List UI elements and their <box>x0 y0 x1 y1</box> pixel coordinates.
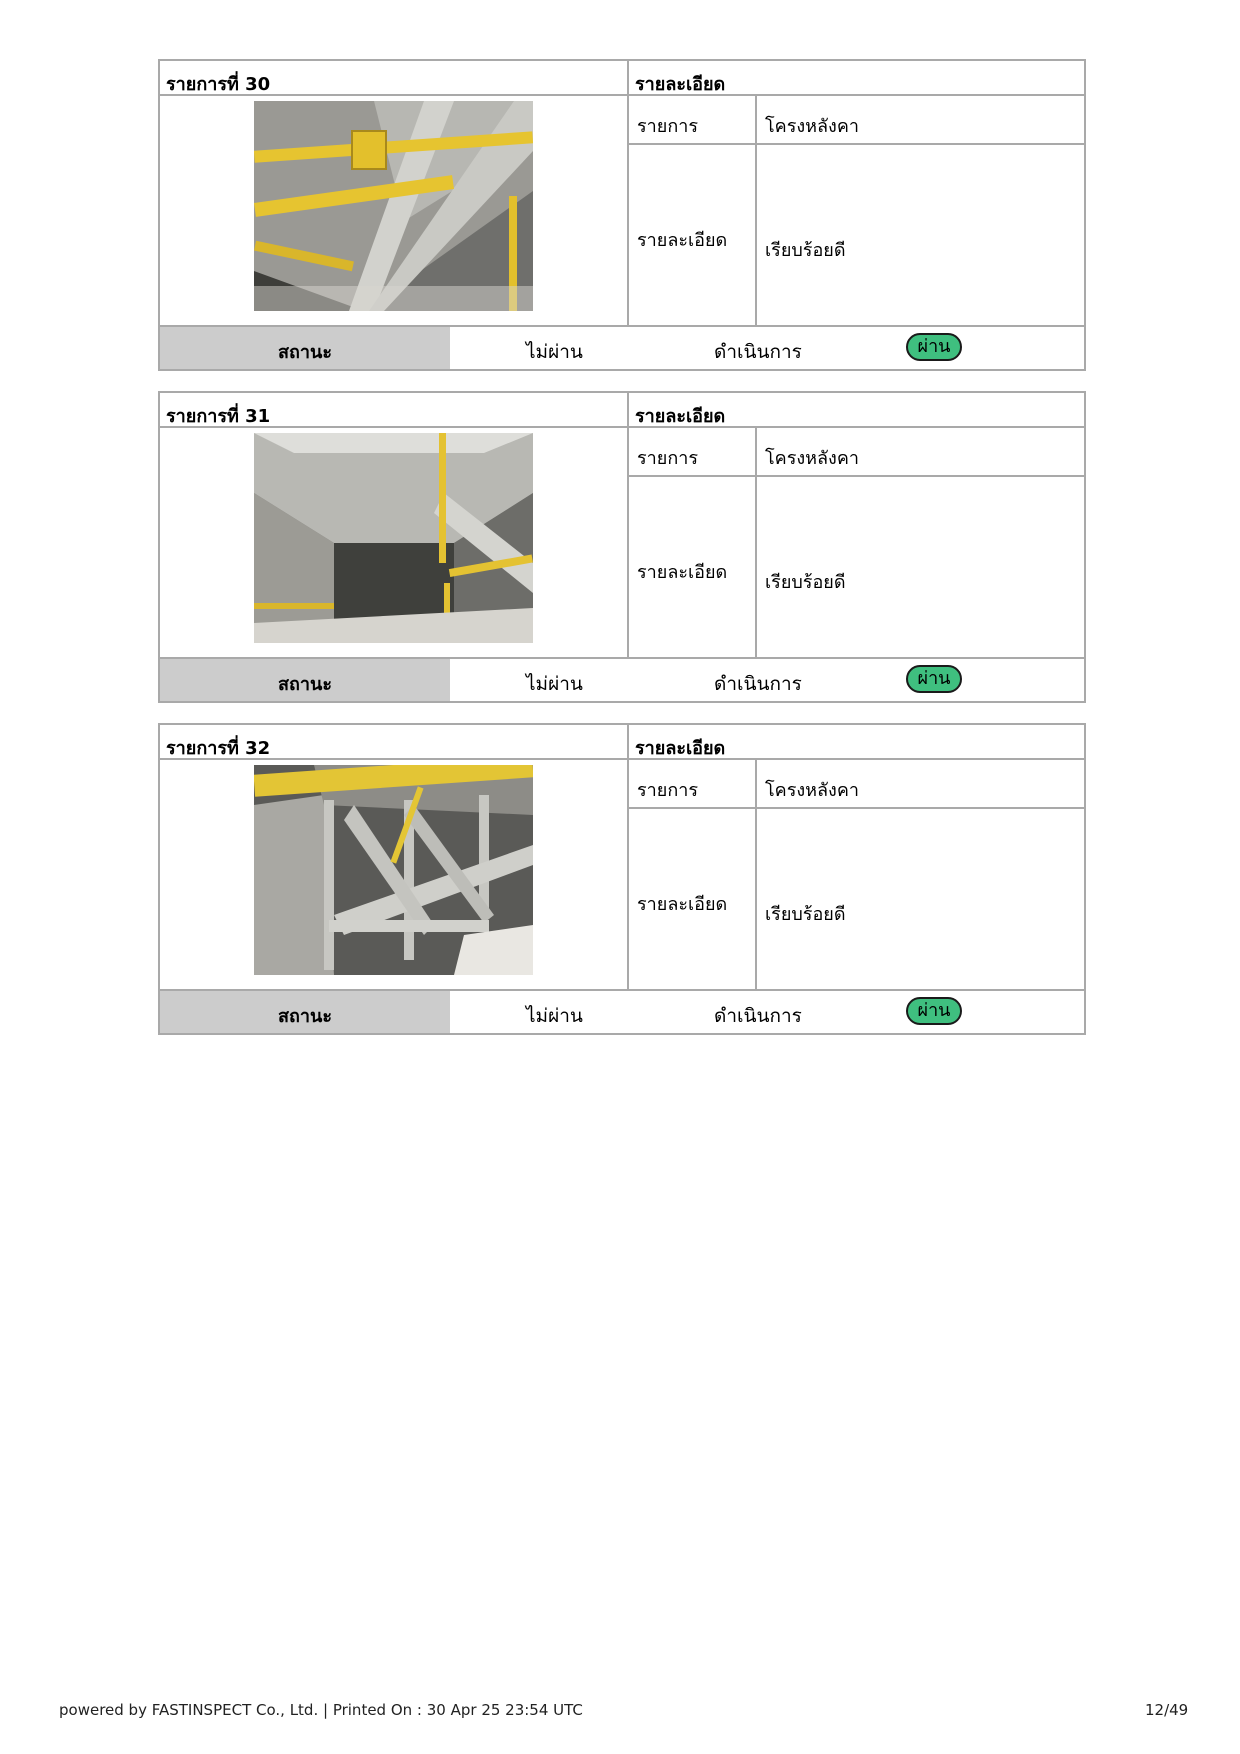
status-pass-badge[interactable]: ผ่าน <box>906 665 962 693</box>
page-number: 12/49 <box>1145 1701 1189 1719</box>
detail-value: เรียบร้อยดี <box>765 240 846 261</box>
inspection-photo[interactable] <box>254 765 533 975</box>
status-fail-option[interactable]: ไม่ผ่าน <box>526 1005 583 1027</box>
item-label: รายการ <box>637 116 698 137</box>
inspection-item-30 <box>158 59 1086 371</box>
item-label: รายการ <box>637 448 698 469</box>
status-in-progress-option[interactable]: ดำเนินการ <box>714 341 802 363</box>
detail-value: เรียบร้อยดี <box>765 904 846 925</box>
detail-label: รายละเอียด <box>637 230 728 251</box>
item-value: โครงหลังคา <box>765 116 859 137</box>
detail-label: รายละเอียด <box>637 894 728 915</box>
status-in-progress-option[interactable]: ดำเนินการ <box>714 673 802 695</box>
status-label: สถานะ <box>278 674 332 695</box>
item-label: รายการ <box>637 780 698 801</box>
detail-header: รายละเอียด <box>635 738 726 759</box>
inspection-photo[interactable] <box>254 101 533 311</box>
inspection-item-31 <box>158 391 1086 703</box>
status-label: สถานะ <box>278 342 332 363</box>
item-value: โครงหลังคา <box>765 448 859 469</box>
detail-value: เรียบร้อยดี <box>765 572 846 593</box>
item-value: โครงหลังคา <box>765 780 859 801</box>
status-fail-option[interactable]: ไม่ผ่าน <box>526 673 583 695</box>
inspection-item-32 <box>158 723 1086 1035</box>
status-label: สถานะ <box>278 1006 332 1027</box>
status-pass-badge[interactable]: ผ่าน <box>906 997 962 1025</box>
detail-header: รายละเอียด <box>635 74 726 95</box>
item-title: รายการที่ 31 <box>166 406 271 427</box>
footer-credit: powered by FASTINSPECT Co., Ltd. | Printed On : 30 Apr 25 23:54 UTC <box>59 1701 583 1719</box>
status-fail-option[interactable]: ไม่ผ่าน <box>526 341 583 363</box>
status-pass-badge[interactable]: ผ่าน <box>906 333 962 361</box>
item-title: รายการที่ 32 <box>166 738 271 759</box>
status-in-progress-option[interactable]: ดำเนินการ <box>714 1005 802 1027</box>
inspection-photo[interactable] <box>254 433 533 643</box>
detail-header: รายละเอียด <box>635 406 726 427</box>
detail-label: รายละเอียด <box>637 562 728 583</box>
item-title: รายการที่ 30 <box>166 74 271 95</box>
